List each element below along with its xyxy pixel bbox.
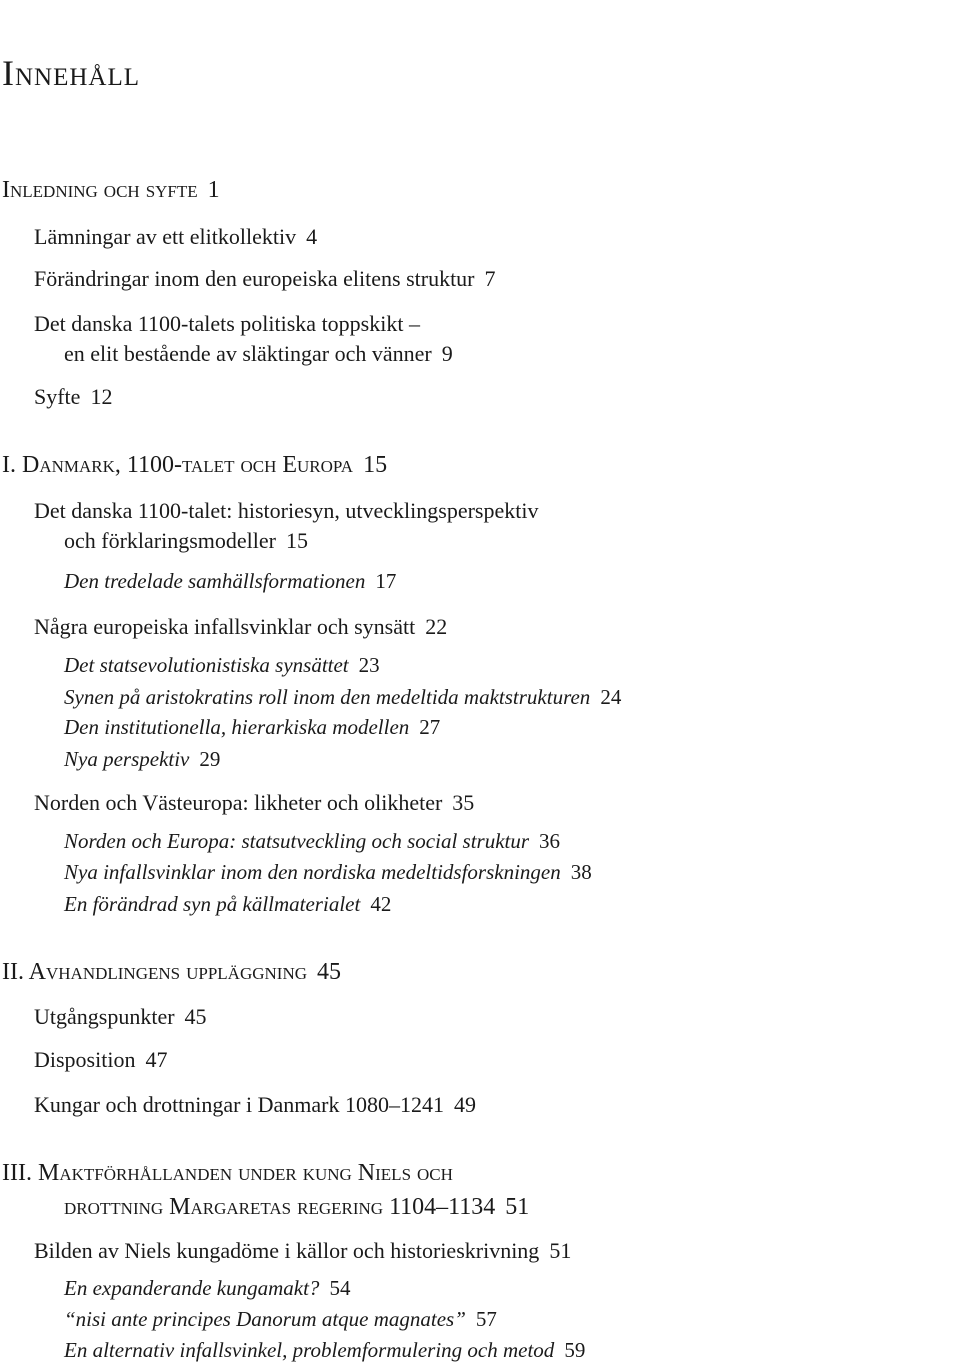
toc-page-number: 54 [329,1276,351,1300]
toc-entry-continued [64,530,308,552]
toc-page-number: 42 [370,892,392,916]
toc-subentry [64,831,560,852]
toc-entry-label: Norden och Europa: statsutveckling och social struktur [64,829,530,853]
toc-page-number: 57 [475,1307,497,1331]
toc-part-label: Maktförhållanden under kung Niels och [37,1160,453,1186]
toc-subentry [64,1278,350,1299]
toc-subentry [64,1309,497,1330]
toc-page-number: 15 [286,528,308,553]
toc-entry-continued [64,343,453,365]
toc-entry-label: Bilden av Niels kungadöme i källor och historieskrivning [34,1238,540,1263]
toc-part-label: Inledning och syfte [2,177,198,203]
toc-subentry [64,894,391,915]
toc-entry-label: En förändrad syn på källmaterialet [64,892,361,916]
toc-subentry [64,571,396,592]
toc-page-number: 24 [600,685,622,709]
toc-entry [34,1006,207,1028]
toc-entry-label: Kungar och drottningar i Danmark 1080–1241 [34,1092,444,1117]
toc-subentry [64,655,380,676]
toc-page-number: 47 [145,1047,168,1072]
toc-page-number: 59 [564,1338,586,1362]
toc-part-numeral: II. [2,959,24,985]
toc-entry [34,500,538,522]
toc-entry-label: Syfte [34,384,81,409]
toc-page-number: 38 [570,860,592,884]
toc-entry-label: Lämningar av ett elitkollektiv [34,224,297,249]
toc-page-number: 17 [375,569,397,593]
toc-part-label: Danmark, 1100-talet och Europa [22,452,354,478]
toc-page-number: 51 [549,1238,572,1263]
toc-part-label: drottning Margaretas regering 1104–1134 [64,1194,496,1220]
toc-subentry [64,862,592,883]
toc-entry-label: Den institutionella, hierarkiska modellen [64,715,410,739]
toc-entry-label: Utgångspunkter [34,1004,175,1029]
toc-page-number: 1 [207,177,220,203]
toc-entry [34,313,420,335]
toc-page-number: 49 [453,1092,476,1117]
toc-page-number: 9 [441,341,453,366]
toc-page-number: 35 [452,790,475,815]
toc-entry-label: Det danska 1100-talets politiska toppskikt – [34,311,420,336]
toc-part-numeral: I. [2,452,16,478]
toc-part-numeral: III. [2,1160,32,1186]
toc-page-number: 29 [199,747,221,771]
toc-entry-label: Det statsevolutionistiska synsättet [64,653,349,677]
toc-entry-label: Nya perspektiv [64,747,190,771]
toc-entry-label: en elit bestående av släktingar och vänner [64,341,432,366]
toc-entry [34,1240,571,1262]
toc-entry-label: En expanderande kungamakt? [64,1276,320,1300]
toc-page-number: 36 [539,829,561,853]
toc-entry-label: Det danska 1100-talet: historiesyn, utvecklingsperspektiv [34,498,539,523]
toc-page-number: 7 [484,266,496,291]
toc-page-number: 4 [306,224,318,249]
toc-subentry [64,749,220,770]
toc-entry-label: Disposition [34,1047,136,1072]
toc-entry-label: Den tredelade samhällsformationen [64,569,366,593]
toc-entry-label: “nisi ante principes Danorum atque magnates” [64,1307,466,1331]
toc-entry-label: Norden och Västeuropa: likheter och olikheter [34,790,443,815]
toc-part-3 [2,1161,453,1185]
toc-part-1 [2,453,387,477]
toc-page-number: 27 [419,715,441,739]
toc-entry [34,226,317,248]
toc-part-2 [2,960,341,984]
toc-entry [34,1094,476,1116]
toc-part-label: Avhandlingens uppläggning [28,959,307,985]
toc-part-3-continued [64,1195,529,1219]
toc-entry [34,268,496,290]
toc-entry-label: Synen på aristokratins roll inom den medeltida maktstrukturen [64,685,591,709]
toc-part-intro [2,178,220,202]
toc-entry-label: En alternativ infallsvinkel, problemformulering och metod [64,1338,555,1362]
toc-page-number: 51 [505,1194,530,1220]
toc-entry-label: Nya infallsvinklar inom den nordiska medeltidsforskningen [64,860,561,884]
toc-entry [34,386,112,408]
toc-entry [34,792,474,814]
toc-subentry [64,687,621,708]
toc-subentry [64,717,440,738]
toc-page-number: 12 [90,384,113,409]
toc-entry [34,1049,167,1071]
toc-page-number: 15 [363,452,388,478]
toc-subentry [64,1340,585,1361]
toc-page-number: 23 [358,653,380,677]
toc-entry-label: Förändringar inom den europeiska elitens struktur [34,266,475,291]
toc-entry [34,616,447,638]
toc-page-number: 22 [425,614,448,639]
toc-entry-label: och förklaringsmodeller [64,528,276,553]
page-title: Innehåll [2,53,141,93]
toc-page-number: 45 [184,1004,207,1029]
toc-entry-label: Några europeiska infallsvinklar och synsätt [34,614,416,639]
toc-page-number: 45 [317,959,341,985]
